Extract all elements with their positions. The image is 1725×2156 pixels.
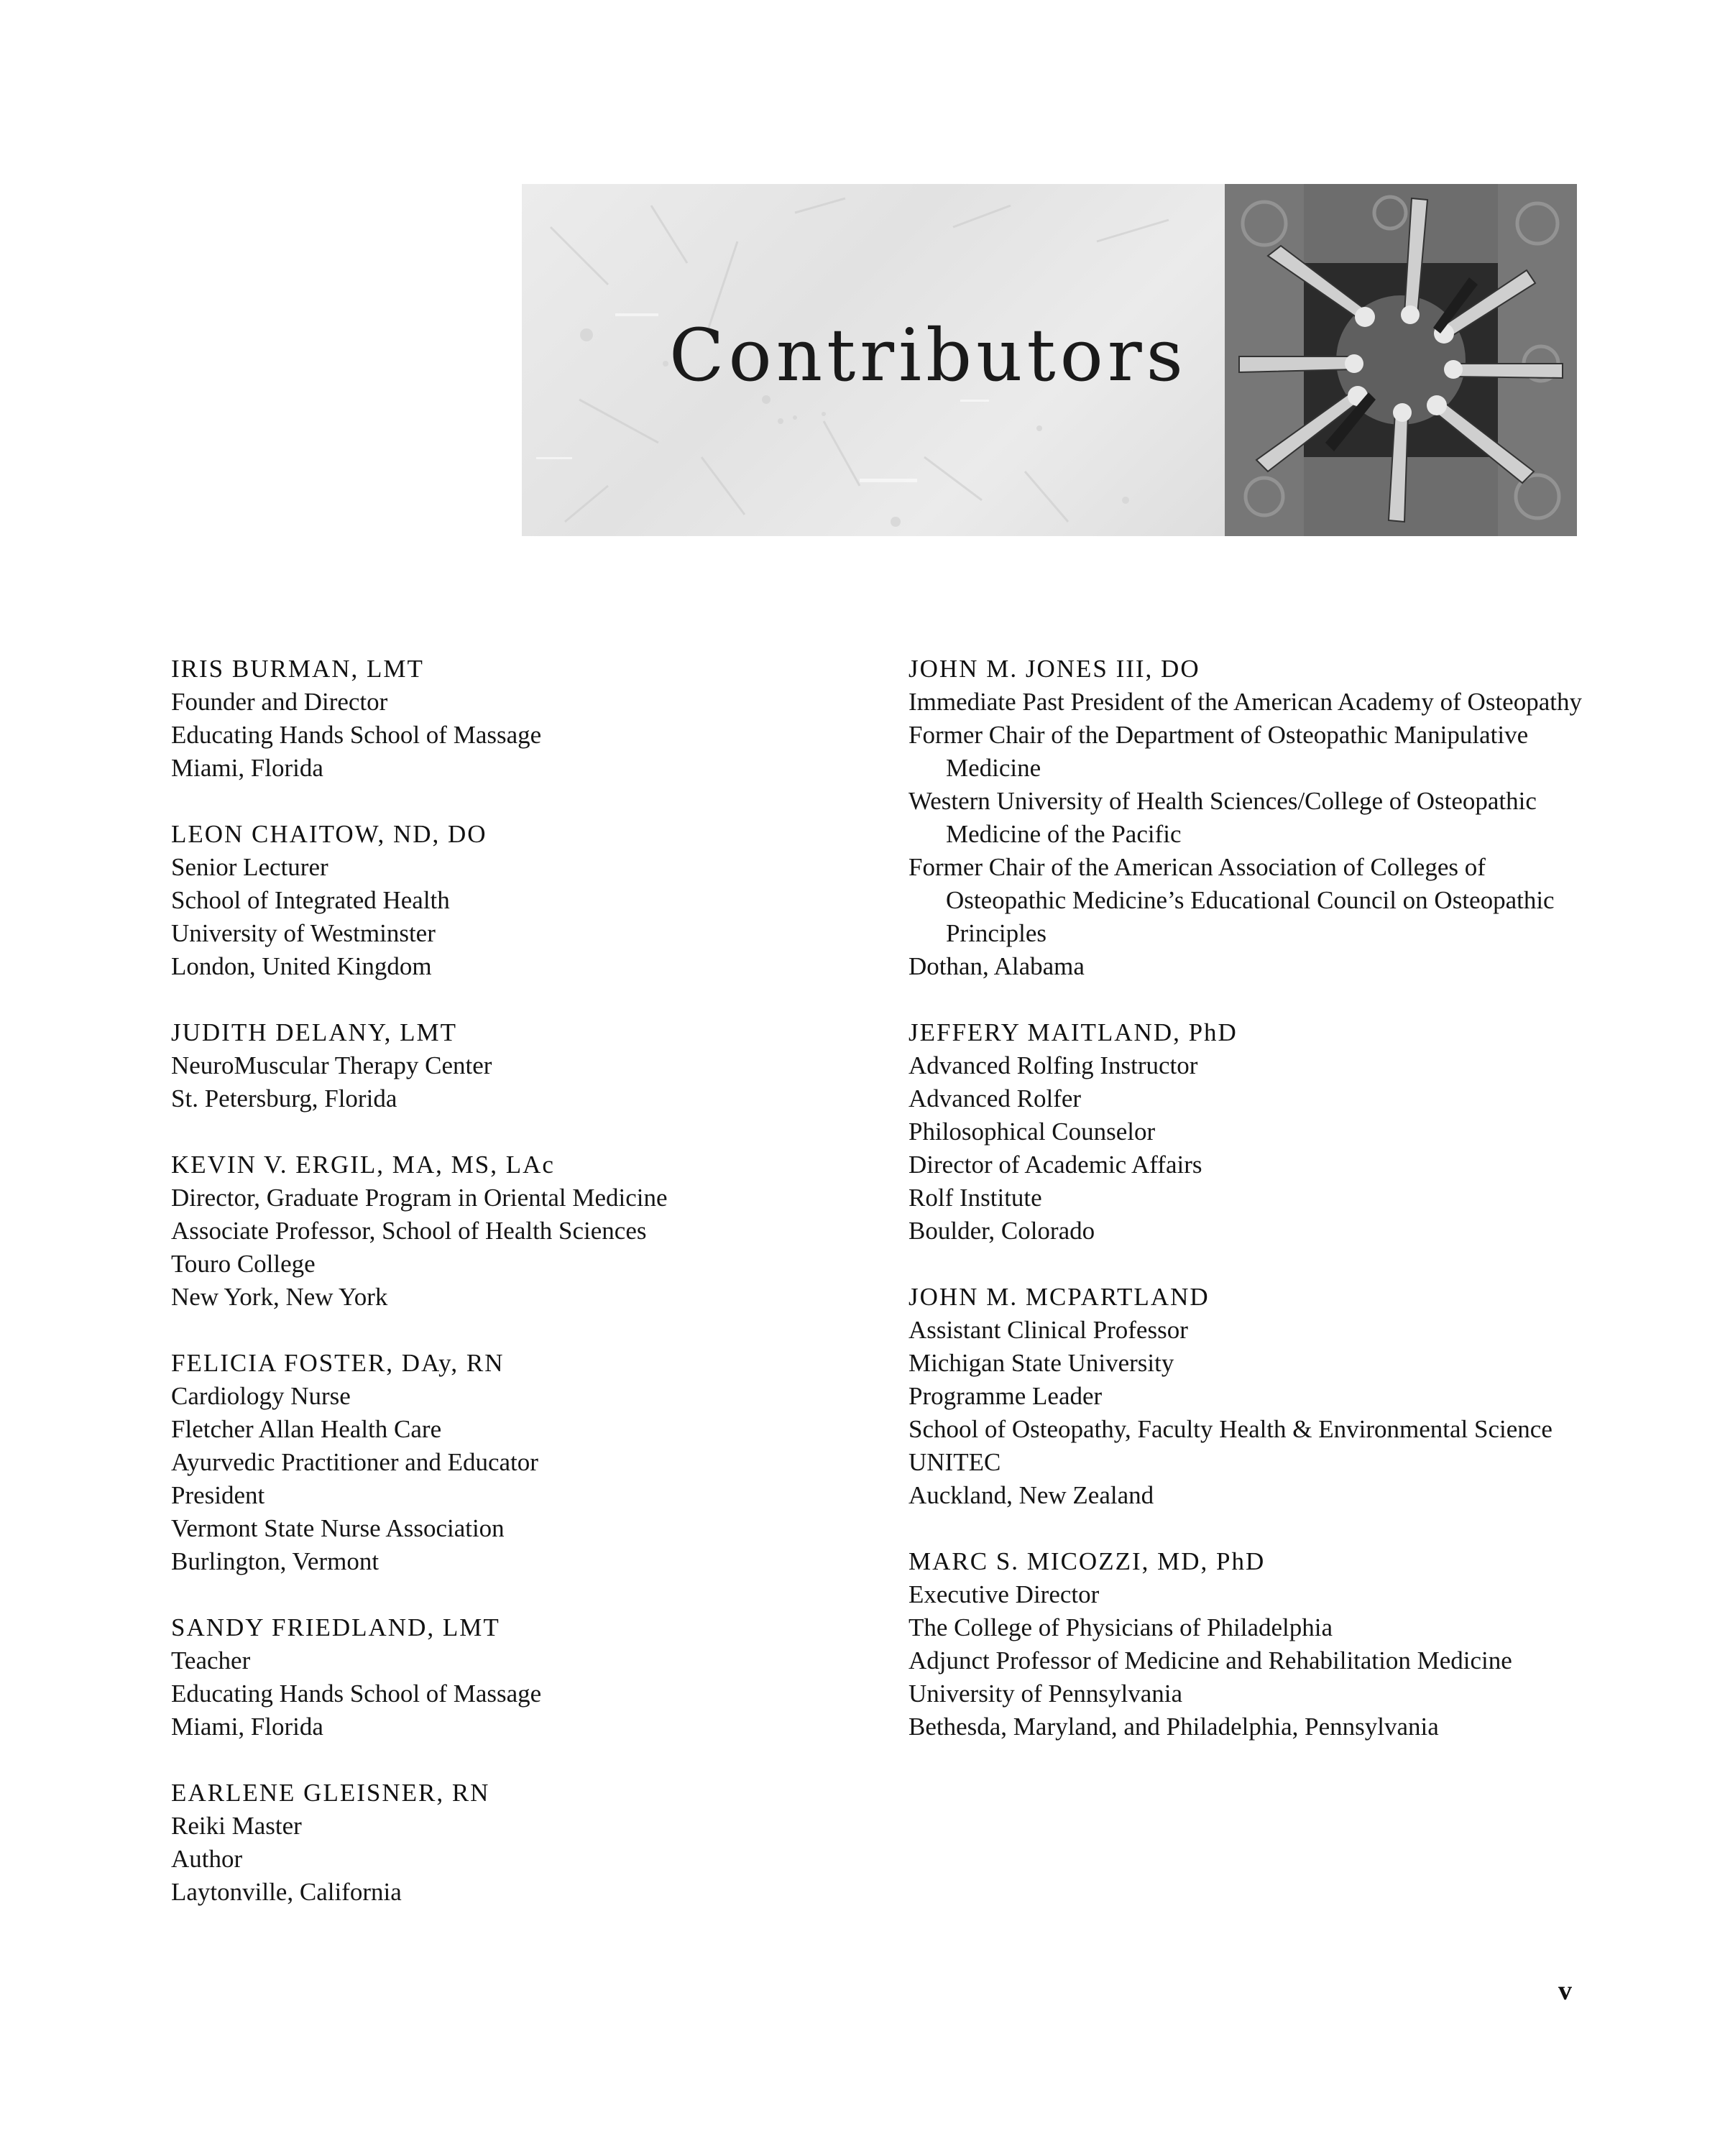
contributor-detail: Former Chair of the American Association of Colleges of Osteopathic Medicine’s Educational Council on Osteopathic Principles — [908, 853, 1555, 947]
right-column — [908, 653, 1584, 1777]
contributor-detail: University of Pennsylvania — [908, 1680, 1183, 1708]
contributor-name: IRIS BURMAN, LMT — [171, 655, 424, 683]
contributor-detail: Educating Hands School of Massage — [171, 721, 542, 749]
contributor-name: EARLENE GLEISNER, RN — [171, 1779, 490, 1807]
contributor-detail: Fletcher Allan Health Care — [171, 1415, 442, 1443]
contributor-detail: NeuroMuscular Therapy Center — [171, 1051, 492, 1079]
contributor-detail: Auckland, New Zealand — [908, 1481, 1154, 1509]
contributor-detail: Bethesda, Maryland, and Philadelphia, Pennsylvania — [908, 1713, 1439, 1741]
contributor-detail: Director, Graduate Program in Oriental Medicine — [171, 1184, 668, 1212]
header-banner — [522, 184, 1225, 536]
contributor-detail: Senior Lecturer — [171, 853, 328, 881]
contributor-detail: Burlington, Vermont — [171, 1547, 380, 1575]
contributor-detail: Assistant Clinical Professor — [908, 1316, 1188, 1344]
contributor-detail: Dothan, Alabama — [908, 952, 1085, 980]
contributor-entry — [908, 1281, 1584, 1512]
contributor-entry — [908, 1545, 1584, 1743]
contributor-entry — [171, 1016, 919, 1115]
contributor-detail: Philosophical Counselor — [908, 1118, 1156, 1146]
contributor-entry — [908, 1016, 1584, 1248]
contributor-detail: Laytonville, California — [171, 1878, 402, 1906]
contributor-detail: Rolf Institute — [908, 1184, 1042, 1212]
contributor-detail: Reiki Master — [171, 1812, 302, 1840]
contributor-detail: Michigan State University — [908, 1349, 1174, 1377]
contributor-detail: School of Integrated Health — [171, 886, 450, 914]
contributor-detail: London, United Kingdom — [171, 952, 432, 980]
contributor-name: FELICIA FOSTER, DAy, RN — [171, 1349, 505, 1377]
contributor-name: KEVIN V. ERGIL, MA, MS, LAc — [171, 1151, 555, 1179]
contributor-entry — [908, 653, 1584, 983]
contributor-name: JOHN M. JONES III, DO — [908, 655, 1200, 683]
contributor-detail: Immediate Past President of the American Academy of Osteopathy — [908, 688, 1582, 716]
hands-art-icon — [1225, 184, 1577, 536]
contributor-detail: Executive Director — [908, 1580, 1100, 1608]
contributor-detail: St. Petersburg, Florida — [171, 1084, 397, 1112]
contributor-detail: Programme Leader — [908, 1382, 1103, 1410]
contributor-detail: Ayurvedic Practitioner and Educator — [171, 1448, 538, 1476]
contributor-detail: Miami, Florida — [171, 754, 323, 782]
page-title: Contributors — [668, 313, 1187, 397]
contributor-entry — [171, 1777, 919, 1909]
contributor-detail: University of Westminster — [171, 919, 436, 947]
contributor-detail: Former Chair of the Department of Osteopathic Manipulative Medicine — [908, 721, 1529, 782]
contributor-detail: Touro College — [171, 1250, 316, 1278]
contributor-name: SANDY FRIEDLAND, LMT — [171, 1613, 500, 1641]
contributor-entry — [171, 818, 919, 983]
contributor-detail: Director of Academic Affairs — [908, 1151, 1202, 1179]
contributor-detail: The College of Physicians of Philadelphia — [908, 1613, 1333, 1641]
contributor-detail: Western University of Health Sciences/College of Osteopathic Medicine of the Pacific — [908, 787, 1537, 848]
contributor-detail: Boulder, Colorado — [908, 1217, 1095, 1245]
contributor-name: JUDITH DELANY, LMT — [171, 1018, 457, 1046]
hands-illustration — [1225, 184, 1577, 536]
contributor-entry — [171, 653, 919, 785]
contributor-entry — [171, 1611, 919, 1743]
contributor-detail: UNITEC — [908, 1448, 1001, 1476]
contributor-name: JEFFERY MAITLAND, PhD — [908, 1018, 1238, 1046]
contributor-entry — [171, 1347, 919, 1578]
page-number: v — [1558, 1976, 1572, 2006]
contributor-detail: Advanced Rolfing Instructor — [908, 1051, 1198, 1079]
contributor-detail: Advanced Rolfer — [908, 1084, 1082, 1112]
contributor-detail: Teacher — [171, 1646, 251, 1674]
contributor-name: LEON CHAITOW, ND, DO — [171, 820, 487, 848]
contributor-name: MARC S. MICOZZI, MD, PhD — [908, 1547, 1266, 1575]
contributor-detail: Educating Hands School of Massage — [171, 1680, 542, 1708]
contributor-detail: Miami, Florida — [171, 1713, 323, 1741]
contributor-detail: Vermont State Nurse Association — [171, 1514, 505, 1542]
contributor-detail: Founder and Director — [171, 688, 388, 716]
contributor-detail: New York, New York — [171, 1283, 388, 1311]
left-column — [171, 653, 919, 1942]
contributor-detail: Cardiology Nurse — [171, 1382, 351, 1410]
contributor-detail: Associate Professor, School of Health Sciences — [171, 1217, 647, 1245]
contributor-entry — [171, 1148, 919, 1314]
contributor-detail: School of Osteopathy, Faculty Health & Environmental Science — [908, 1415, 1552, 1443]
contributor-detail: President — [171, 1481, 265, 1509]
contributor-name: JOHN M. MCPARTLAND — [908, 1283, 1210, 1311]
contributor-detail: Author — [171, 1845, 243, 1873]
contributor-detail: Adjunct Professor of Medicine and Rehabilitation Medicine — [908, 1646, 1512, 1674]
